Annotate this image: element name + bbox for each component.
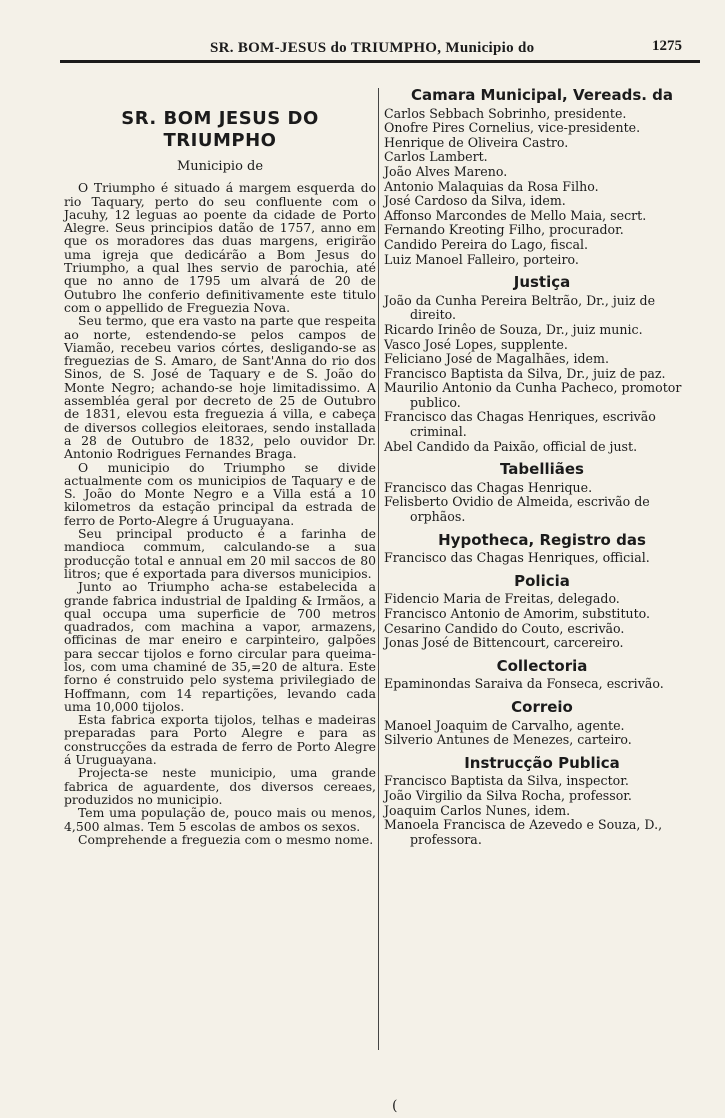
list-item: João Alves Mareno. [384,163,508,179]
list-item: Silverio Antunes de Menezes, carteiro. [384,732,632,748]
list-item: Felisberto Ovidio de Almeida, escrivão de orphãos. [384,494,650,525]
list-item: José Cardoso da Silva, idem. [384,193,566,209]
section-collectoria [384,656,700,692]
section-heading: Instrucção Publica [464,753,620,772]
list-item: Fidencio Maria de Freitas, delegado. [384,591,620,607]
paragraph: O Triumpho é situado á margem esquerda do rio Taquary, perto do seu confluente com o Jacuhy, 12 leguas ao poente da cidade de Porto Alegre. Seus principios datão de 1757, anno em que os moradores das duas margens, erigirão uma igreja que dedicárão a Bom Jesus do Triumpho, a qual lhes servio de parochia, até que no anno de 1795 um alvará de 20 de Outubro lhe conferio definitivamente este titulo com o appellido de Freguezia Nova. [64,180,376,315]
list-item: Fernando Kreoting Filho, procurador. [384,222,624,238]
section-heading: Camara Municipal, Vereads. da [410,86,674,104]
section-heading: Tabelliães [500,460,584,479]
section-justica [384,275,700,454]
list-item: Epaminondas Saraiva da Fonseca, escrivão. [384,676,664,692]
list-item: Francisco Baptista da Silva, Dr., juiz de paz. [384,365,666,381]
list-item: Onofre Pires Cornelius, vice-presidente. [384,120,641,136]
list-item: Maurilio Antonio da Cunha Pacheco, promotor publico. [384,380,682,410]
left-column [64,108,376,846]
header-rule [60,60,700,63]
page-header [60,36,700,62]
section-instruccao [384,753,700,848]
list-item: Carlos Lambert. [384,149,488,165]
header-title: SR. BOM-JESUS do TRIUMPHO, Municipio do [210,40,535,56]
list-item: Jonas José de Bittencourt, carcereiro. [384,635,624,651]
section-camara [384,88,700,267]
list-item: Manoel Joaquim de Carvalho, agente. [384,717,625,733]
list-item: João da Cunha Pereira Beltrão, Dr., juiz de direito. [384,292,656,323]
paragraph: Esta fabrica exporta tijolos, telhas e madeiras preparadas para Porto Alegre e para as construcções da estrada de ferro de Porto Alegre á Uruguayana. [64,712,376,768]
right-column [384,86,700,855]
paragraph: O municipio do Triumpho se divide actualmente com os municipios de Taquary e de S. João do Monte Negro e a Villa está a 10 kilometros da estação principal da estrada de ferro de Porto-Alegre á Uruguayana. [64,459,376,528]
section-heading: Collectoria [496,656,588,675]
paragraph: Projecta-se neste municipio, uma grande fabrica de aguardente, dos diversos cereaes, produzidos no municipio. [64,765,376,807]
footer-mark: ( [392,1098,398,1114]
list-item: Manoela Francisca de Azevedo e Souza, D., professora. [384,817,663,847]
list-item: Carlos Sebbach Sobrinho, presidente. [384,105,627,121]
section-heading: Correio [511,697,573,716]
list-item: Francisco das Chagas Henrique. [384,479,593,495]
paragraph: Junto ao Triumpho acha-se estabelecida a grande fabrica industrial de Ipalding & Irmãos, a qual occupa uma superficie de 700 metros quadrados, com machina a vapor, armazens, officinas de mar eneiro e carpinteiro, galpões para seccar tijolos e forno circular para queima-los, com uma chaminé de 35,=20 de altura. Este forno é construido pelo systema privilegiado de Hoffmann, com 14 repartições, levando cada uma 10,000 tijolos. [64,579,376,714]
section-heading: Policia [514,571,570,590]
section-correio [384,697,700,748]
list-item: Vasco José Lopes, supplente. [384,336,568,352]
section-heading: Hypotheca, Registro das [438,530,646,549]
section-tabelliaes [384,462,700,524]
page-number: 1275 [652,38,682,54]
list-item: Affonso Marcondes de Mello Maia, secrt. [384,207,647,223]
paragraph: Seu termo, que era vasto na parte que respeita ao norte, estendendo-se pelos campos de Viamão, recebeu varios córtes, desligando-se as freguezias de S. Amaro, de Sant'Anna do rio dos Sinos, de S. José de Taquary e de S. João do Monte Negro; achando-se hoje limitadissimo. A assembléa geral por decreto de 25 de Outubro de 1831, elevou esta freguezia á villa, e cabeça de diversos collegios eleitoraes, sendo installada a 28 de Outubro de 1832, pelo ouvidor Dr. Antonio Rodrigues Fernandes Braga. [64,313,376,462]
list-item: Henrique de Oliveira Castro. [384,134,569,150]
list-item: Cesarino Candido do Couto, escrivão. [384,620,625,636]
paragraph: Tem uma população de, pouco mais ou menos, 4,500 almas. Tem 5 escolas de ambos os sexos. [64,805,376,834]
list-item: Joaquim Carlos Nunes, idem. [384,802,571,818]
list-item: Francisco Baptista da Silva, inspector. [384,773,629,789]
list-item: João Virgilio da Silva Rocha, professor. [384,787,632,803]
section-hypotheca [384,530,700,566]
section-heading: Justiça [513,273,571,292]
list-item: Francisco das Chagas Henriques, official. [384,550,650,566]
list-item: Francisco das Chagas Henriques, escrivão criminal. [384,409,656,440]
list-item: Abel Candido da Paixão, official de just. [384,438,638,454]
section-policia [384,571,700,651]
paragraph: Comprehende a freguezia com o mesmo nome. [78,831,374,847]
list-item: Antonio Malaquias da Rosa Filho. [384,178,599,194]
paragraph: Seu principal producto é a farinha de mandioca commum, calculando-se a sua producção total e annual em 20 mil saccos de 80 litros; que é exportada para diversos municipios. [64,526,376,581]
section-title: SR. BOM JESUS DO TRIUMPHO [121,108,319,151]
list-item: Ricardo Irinêo de Souza, Dr., juiz munic. [384,321,643,337]
list-item: Francisco Antonio de Amorim, substituto. [384,606,651,621]
list-item: Luiz Manoel Falleiro, porteiro. [384,251,579,267]
list-item: Candido Pereira do Lago, fiscal. [384,236,589,252]
list-item: Feliciano José de Magalhães, idem. [384,351,609,367]
section-subtitle: Municipio de [176,159,264,174]
column-divider [378,88,379,1050]
